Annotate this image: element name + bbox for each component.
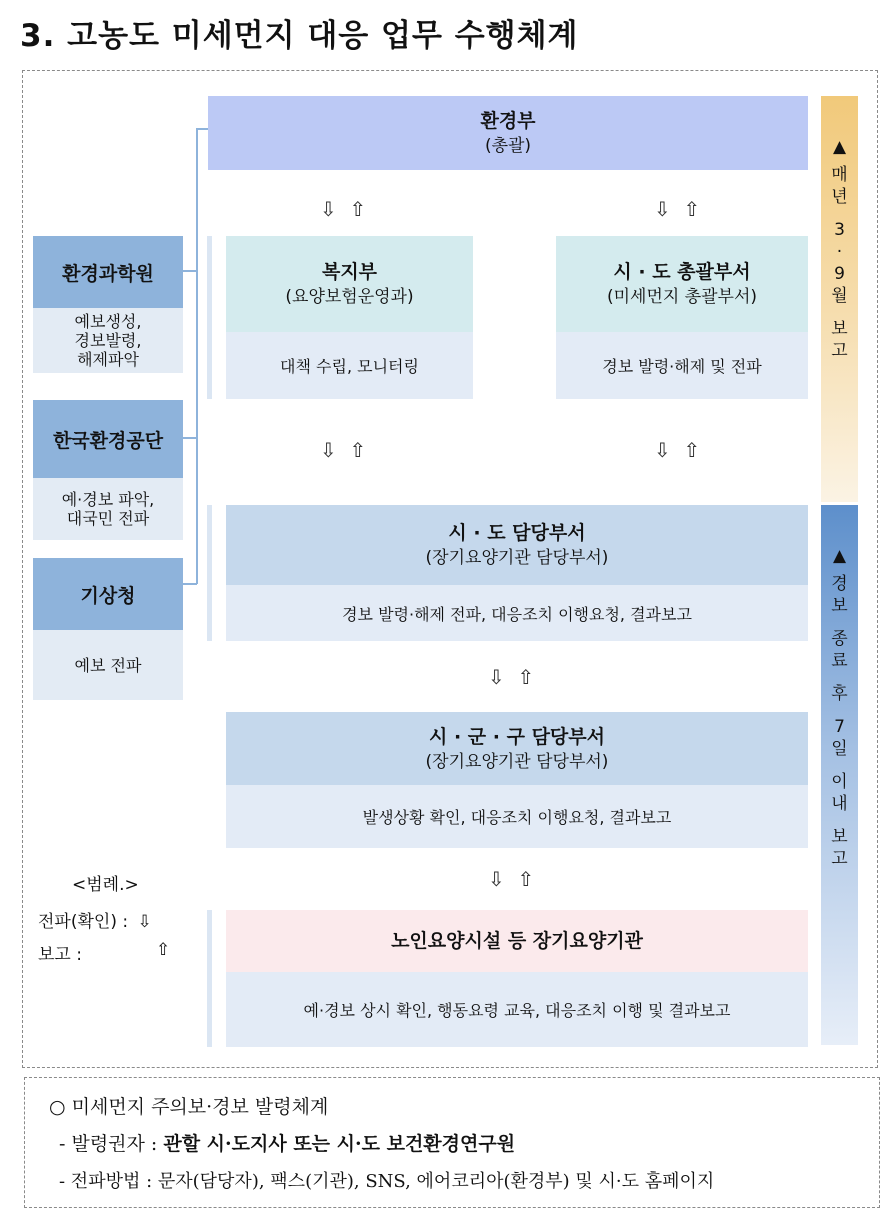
agency-keco-task — [33, 478, 183, 540]
bar-char: 내 — [831, 794, 848, 814]
down-arrow-icon: ⇩ — [320, 197, 337, 221]
bar-char: 월 — [831, 286, 848, 306]
bar-char: 종 — [831, 629, 848, 649]
arrow-pair-county-top — [488, 665, 534, 689]
bar-char: 보 — [831, 827, 848, 847]
arrow-pair-welfare-bottom — [320, 438, 366, 462]
city-general-task: 경보 발령·해제 및 전파 — [556, 332, 808, 399]
bar-char: 9 — [834, 264, 845, 284]
county-charge-task: 발생상황 확인, 대응조치 이행요청, 결과보고 — [226, 785, 808, 848]
facility-header — [226, 910, 808, 972]
arrow-pair-facility-top — [488, 867, 534, 891]
ministry-env-box — [208, 96, 808, 170]
bar-char: 고 — [831, 341, 848, 361]
agency-nier-task — [33, 308, 183, 373]
facility-task: 예·경보 상시 확인, 행동요령 교육, 대응조치 이행 및 결과보고 — [226, 972, 808, 1047]
connector-vertical — [196, 128, 198, 584]
up-arrow-icon: ⇧ — [349, 197, 367, 221]
down-arrow-icon: ⇩ — [320, 438, 337, 462]
guide-line-1 — [207, 236, 212, 399]
down-arrow-icon: ⇩ — [137, 912, 152, 932]
city-charge-header — [226, 505, 808, 585]
legend-spread-label: 전파(확인) : — [38, 912, 129, 932]
guide-line-2 — [207, 505, 212, 641]
info-line-2: - 전파방법 : 문자(담당자), 팩스(기관), SNS, 에어코리아(환경부) 및 시·도 홈페이지 — [59, 1171, 715, 1192]
up-arrow-icon: ⇧ — [517, 867, 535, 891]
bar-char: 7 — [834, 717, 845, 737]
alert-end-report-bar — [821, 505, 858, 1045]
bar-char: 매 — [831, 165, 848, 185]
agency-kma-name: 기상청 — [33, 558, 183, 630]
ministry-env-name: 환경부 — [480, 110, 536, 132]
welfare-dept: (요양보험운영과) — [285, 287, 414, 307]
info-line-1 — [59, 1129, 515, 1156]
bar-char: 일 — [831, 739, 848, 759]
county-charge-dept: (장기요양기관 담당부서) — [425, 751, 609, 772]
bar-char: 이 — [831, 772, 848, 792]
bar-char: 경 — [831, 574, 848, 594]
down-arrow-icon: ⇩ — [488, 867, 505, 891]
city-general-header — [556, 236, 808, 332]
welfare-name: 복지부 — [321, 261, 378, 283]
ministry-env-role: (총괄) — [484, 136, 532, 156]
connector-top — [196, 128, 208, 130]
agency-kma-task — [33, 630, 183, 700]
county-charge-name: 시 · 군 · 구 담당부서 — [429, 725, 605, 748]
city-general-dept: (미세먼지 총괄부서) — [606, 287, 758, 307]
city-charge-task: 경보 발령·해제 전파, 대응조치 이행요청, 결과보고 — [226, 585, 808, 641]
agency-nier-name: 환경과학원 — [33, 236, 183, 308]
bar-char: 년 — [831, 187, 848, 207]
agency-kma-task-text: 예보 전파 — [74, 655, 142, 675]
info-box — [24, 1077, 880, 1208]
bar-char: 3 — [834, 220, 845, 240]
page-title: 3. 고농도 미세먼지 대응 업무 수행체계 — [20, 18, 579, 54]
legend-spread — [38, 907, 152, 932]
info-heading: ○ 미세먼지 주의보·경보 발령체계 — [49, 1096, 329, 1118]
info-line1-label: - 발령권자 : — [59, 1133, 164, 1155]
bar-char: 보 — [831, 596, 848, 616]
city-charge-dept: (장기요양기관 담당부서) — [425, 548, 609, 568]
annual-report-bar — [821, 96, 858, 502]
legend-title: <범례.> — [72, 875, 139, 895]
bar-char: · — [836, 242, 843, 262]
arrow-pair-city-top — [654, 197, 700, 221]
city-general-name: 시 · 도 총괄부서 — [613, 261, 751, 283]
legend-report — [38, 940, 82, 965]
county-charge-header — [226, 712, 808, 785]
up-arrow-icon: ⇧ — [517, 665, 535, 689]
triangle-up-icon: ▲ — [832, 137, 847, 157]
agency-nier-task-text: 예보생성, 경보발령, 해제파악 — [74, 312, 142, 369]
agency-keco-task-text: 예·경보 파악, 대국민 전파 — [61, 490, 155, 528]
down-arrow-icon: ⇩ — [488, 665, 505, 689]
down-arrow-icon: ⇩ — [654, 197, 671, 221]
bar-char: 료 — [831, 651, 848, 671]
connector-1 — [183, 270, 197, 272]
bar-char: 보 — [831, 319, 848, 339]
arrow-pair-welfare-top — [320, 197, 366, 221]
guide-line-3 — [207, 910, 212, 1047]
legend-report-label: 보고 : — [38, 945, 82, 965]
bar-char: 고 — [831, 849, 848, 869]
up-arrow-icon: ⇧ — [683, 197, 701, 221]
up-arrow-icon: ⇧ — [683, 438, 701, 462]
up-arrow-icon: ⇧ — [349, 438, 367, 462]
info-line1-value: 관할 시·도지사 또는 시·도 보건환경연구원 — [163, 1133, 516, 1155]
triangle-up-icon: ▲ — [832, 546, 847, 566]
up-arrow-icon: ⇧ — [156, 940, 171, 960]
city-charge-name: 시 · 도 담당부서 — [448, 522, 586, 544]
welfare-task: 대책 수립, 모니터링 — [226, 332, 473, 399]
facility-name: 노인요양시설 등 장기요양기관 — [391, 930, 643, 952]
arrow-pair-city-bottom — [654, 438, 700, 462]
bar-char: 후 — [831, 684, 848, 704]
connector-2 — [183, 437, 197, 439]
welfare-header — [226, 236, 473, 332]
agency-keco-name: 한국환경공단 — [33, 400, 183, 478]
down-arrow-icon: ⇩ — [654, 438, 671, 462]
connector-3 — [183, 583, 197, 585]
